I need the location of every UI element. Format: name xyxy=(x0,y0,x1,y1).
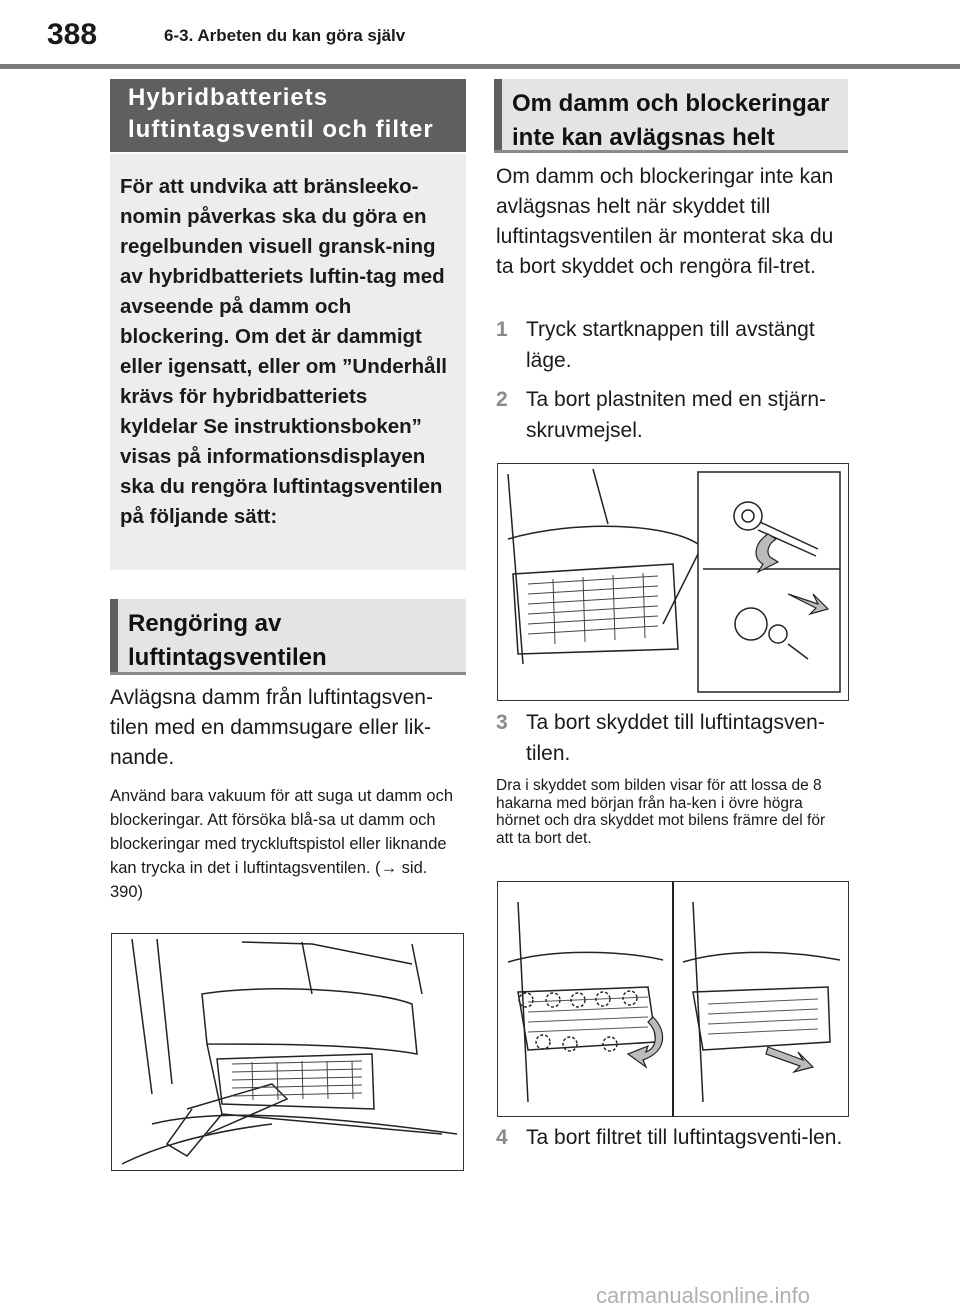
vacuum-warning xyxy=(110,784,464,904)
step-3-number: 3 xyxy=(496,711,508,734)
step-4 xyxy=(496,1122,848,1184)
heading-air-intake-filter-text: Hybridbatteriets luftintagsventil och filter xyxy=(128,84,434,143)
maintenance-note-text: För att undvika att bränsleeko-nomin påverkas ska du göra en regelbunden visuell gransk-ning av hybridbatteriets luftin-tag med avseende på damm och blockering. Om det är dammigt eller igensatt, eller om ”Underhåll krävs för hybridbatteriets kyldelar Se instruktionsboken” visas på informationsdisplayen ska du rengöra luftintagsventilen på följande sätt: xyxy=(120,175,447,528)
step-1 xyxy=(496,314,848,376)
maintenance-note xyxy=(110,154,466,570)
rivet-removal-illustration xyxy=(497,463,849,701)
step-2-text: Ta bort plastniten med en stjärn-skruvmejsel. xyxy=(526,388,826,442)
heading-air-intake-filter xyxy=(110,79,466,152)
heading-dust-not-removed xyxy=(494,79,848,153)
vacuum-instruction: Avlägsna damm från luftintagsven-tilen med en dammsugare eller lik-nande. xyxy=(110,686,433,769)
step-1-number: 1 xyxy=(496,318,508,341)
step-1-text: Tryck startknappen till avstängt läge. xyxy=(526,318,815,372)
heading-dust-not-removed-text: Om damm och blockeringar inte kan avlägsnas helt xyxy=(512,90,830,151)
heading-cleaning-text: Rengöring av luftintagsventilen xyxy=(128,610,327,671)
remove-cover-instruction: Om damm och blockeringar inte kan avlägsnas helt när skyddet till luftintagsventilen är monterat ska du ta bort skyddet och rengöra fil-tret. xyxy=(496,165,834,278)
step-3 xyxy=(496,707,848,769)
cover-drawing xyxy=(498,882,848,1116)
vacuum-drawing xyxy=(112,934,463,1170)
page-reference-link[interactable]: sid. 390) xyxy=(110,859,428,901)
step-4-text: Ta bort filtret till luftintagsventi-len. xyxy=(526,1126,843,1149)
cover-removal-illustration xyxy=(497,881,849,1117)
heading-cleaning xyxy=(110,599,466,675)
arrow-right-icon: → xyxy=(380,859,398,877)
step-4-number: 4 xyxy=(496,1126,508,1149)
page-number: 388 xyxy=(47,18,98,51)
vacuum-illustration xyxy=(111,933,464,1171)
section-title: 6-3. Arbeten du kan göra själv xyxy=(164,26,406,45)
watermark: carmanualsonline.info xyxy=(596,1283,811,1308)
header-rule xyxy=(0,64,960,69)
cover-removal-note: Dra i skyddet som bilden visar för att lossa de 8 hakarna med början från ha-ken i övre högra hörnet och dra skyddet mot bilens främre del för att ta bort det. xyxy=(496,777,826,847)
step-2-number: 2 xyxy=(496,388,508,411)
vacuum-warning-text: Använd bara vakuum för att suga ut damm och blockeringar. Att försöka blå-sa ut damm och blockeringar med tryckluftspistol eller liknande kan trycka in det i luftintagsventilen. ( xyxy=(110,787,454,877)
step-3-text: Ta bort skyddet till luftintagsven-tilen. xyxy=(526,711,825,765)
rivet-drawing xyxy=(498,464,848,700)
step-2 xyxy=(496,384,848,446)
